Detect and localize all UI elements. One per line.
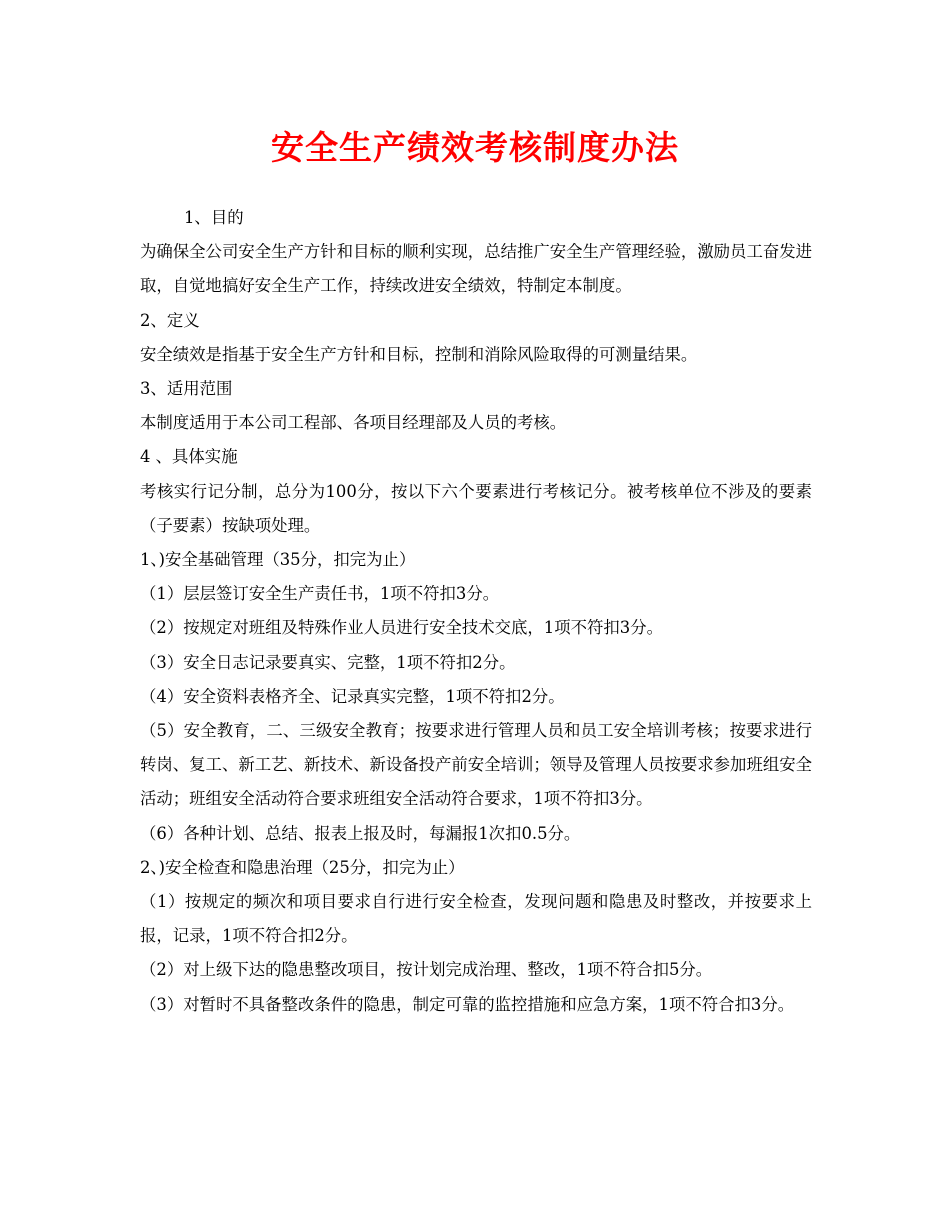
- list-item: （1）层层签订安全生产责任书，1项不符扣3分。: [140, 584, 500, 604]
- paragraph-scope: 本制度适用于本公司工程部、各项目经理部及人员的考核。: [140, 413, 567, 433]
- list-item: （1）按规定的频次和项目要求自行进行安全检查，发现问题和隐患及时整改，并按要求上报，记录，1项不符合扣2分。: [140, 892, 812, 946]
- document-title: 安全生产绩效考核制度办法: [271, 128, 679, 167]
- section-heading-definition: 2、定义: [140, 310, 200, 330]
- list-item: （6）各种计划、总结、报表上报及时，每漏报1次扣0.5分。: [140, 823, 581, 843]
- list-item: （3）安全日志记录要真实、完整，1项不符扣2分。: [140, 652, 516, 672]
- subsection-heading-basic-management: 1、)安全基础管理（35分，扣完为止）: [140, 550, 416, 570]
- paragraph-purpose: 为确保全公司安全生产方针和目标的顺利实现，总结推广安全生产管理经验，激励员工奋发进取，自觉地搞好安全生产工作，持续改进安全绩效，特制定本制度。: [140, 242, 813, 296]
- section-heading-purpose: 1、目的: [184, 208, 244, 227]
- list-item: （5）安全教育，二、三级安全教育；按要求进行管理人员和员工安全培训考核；按要求进行转岗、复工、新工艺、新技术、新设备投产前安全培训；领导及管理人员按要求参加班组安全活动；班组安全活动符合要求班组安全活动符合要求，1项不符扣3分。: [140, 721, 813, 809]
- subsection-heading-inspection: 2、)安全检查和隐患治理（25分，扣完为止）: [140, 857, 465, 877]
- list-item: （4）安全资料表格齐全、记录真实完整，1项不符扣2分。: [140, 686, 565, 706]
- section-heading-scope: 3、适用范围: [140, 379, 233, 399]
- list-item: （3）对暂时不具备整改条件的隐患，制定可靠的监控措施和应急方案，1项不符合扣3分。: [140, 994, 795, 1014]
- list-item: （2）对上级下达的隐患整改项目，按计划完成治理、整改，1项不符合扣5分。: [140, 960, 713, 980]
- paragraph-definition: 安全绩效是指基于安全生产方针和目标，控制和消除风险取得的可测量结果。: [140, 344, 698, 364]
- list-item: （2）按规定对班组及特殊作业人员进行安全技术交底，1项不符扣3分。: [140, 618, 664, 638]
- paragraph-implementation: 考核实行记分制，总分为100分，按以下六个要素进行考核记分。被考核单位不涉及的要素（子要素）按缺项处理。: [140, 481, 812, 535]
- section-heading-implementation: 4 、具体实施: [140, 447, 238, 467]
- document-body: [140, 201, 812, 1022]
